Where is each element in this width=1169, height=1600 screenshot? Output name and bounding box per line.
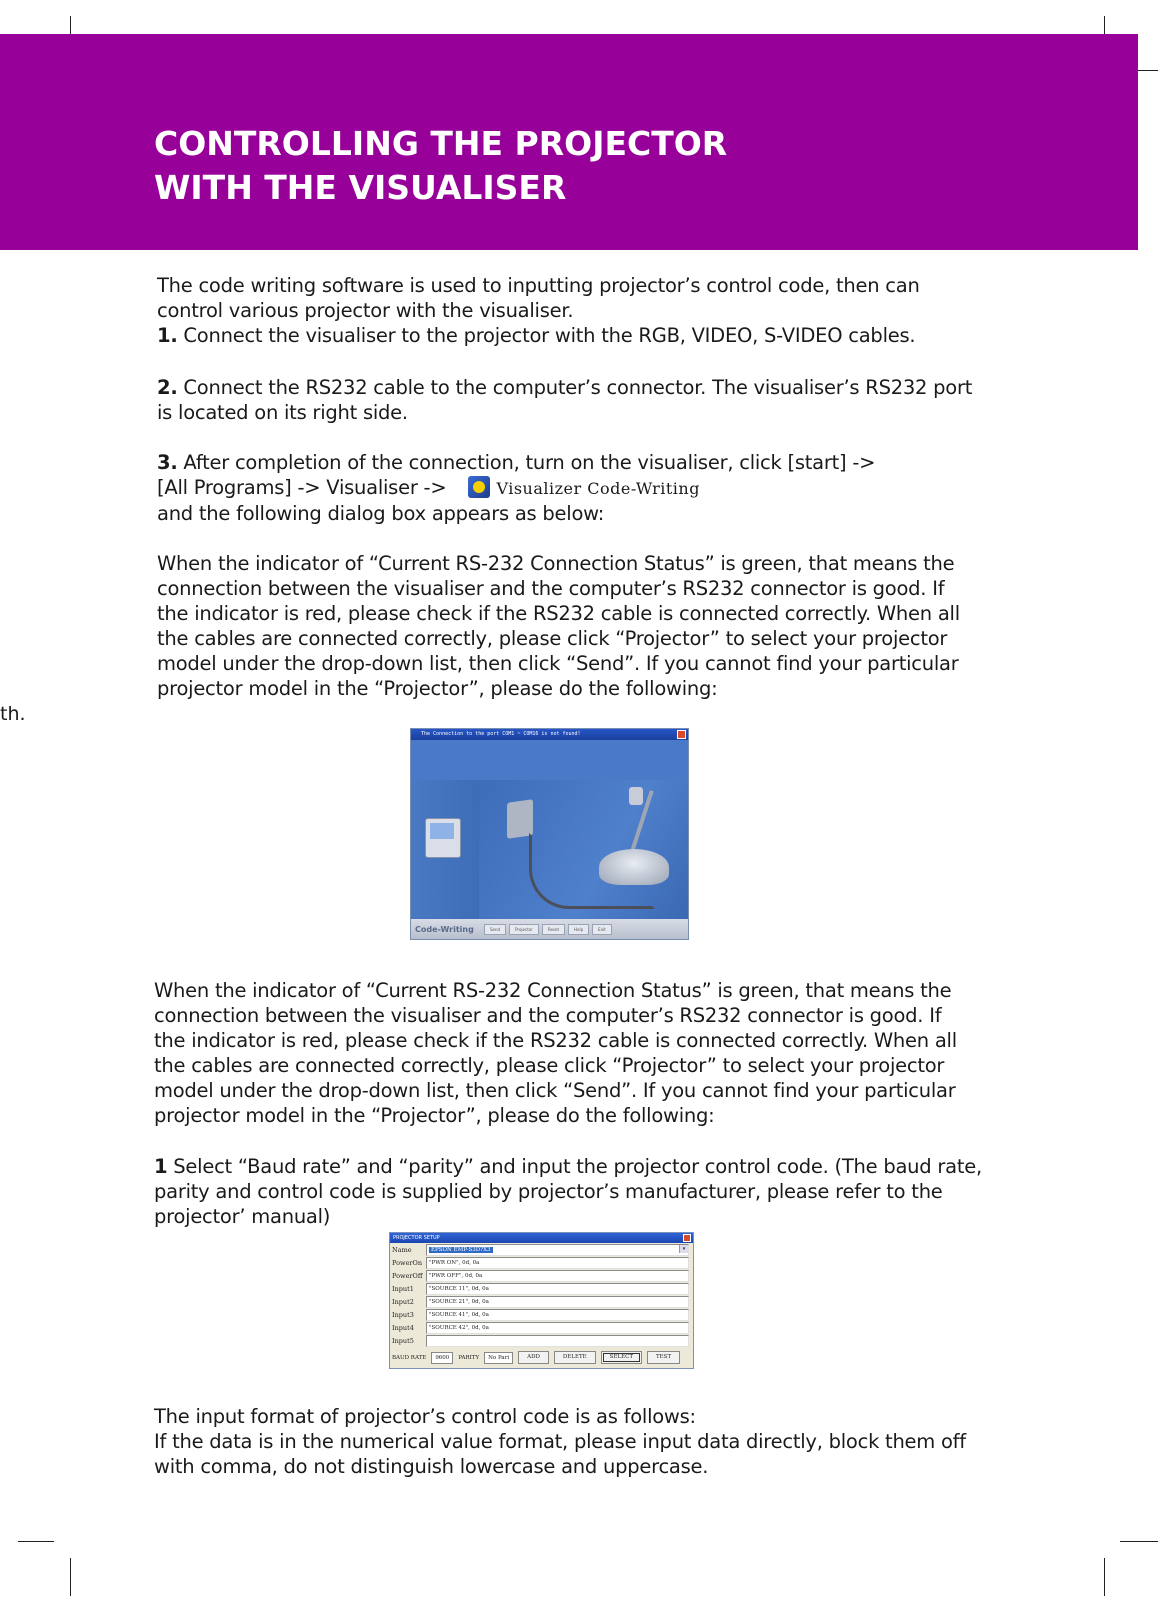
baud-step-paragraph: [154, 1154, 984, 1229]
parity-select[interactable]: No Pari: [484, 1352, 513, 1364]
title-banner: [0, 34, 1138, 250]
send-button[interactable]: Send: [484, 924, 506, 935]
step-text: After completion of the connection, turn on the visualiser, click [start] ->: [177, 451, 876, 474]
computer-icon: [425, 818, 461, 858]
step-number: 2.: [157, 376, 178, 399]
status-paragraph: When the indicator of “Current RS-232 Connection Status” is green, that means the connection between the visualiser and the computer’s RS232 connector is good. If the indicator is red, please check if the RS232 cable is connected correctly. When all the cables are connected correctly, please click “Projector” to select your projector model under the drop-down list, then click “Send”. If you cannot find your particular projector model in the “Projector”, please do the following:: [157, 552, 960, 700]
step-text: Connect the visualiser to the projector with the RGB, VIDEO, S-VIDEO cables.: [177, 324, 916, 347]
step-text: and the following dialog box appears as below:: [157, 502, 605, 525]
dialog-toolbar: [411, 919, 688, 939]
status-panel: [411, 780, 479, 919]
input2-row: [390, 1295, 693, 1308]
field-label: PowerOn: [392, 1258, 423, 1267]
crop-mark: [1104, 1558, 1105, 1596]
intro-text: The code writing software is used to inputting projector’s control code, then can control various projector with the visualiser.: [157, 274, 920, 322]
format-paragraph: [154, 1404, 984, 1479]
dialog-title: PROJECTOR SETUP: [393, 1235, 440, 1241]
reset-button[interactable]: Reset: [542, 924, 565, 935]
poweroff-field[interactable]: "PWR OFF", 0d, 0a: [426, 1270, 689, 1282]
dialog-titlebar: [411, 729, 688, 740]
field-value: EPSON EMP-S3D?X3: [431, 1246, 491, 1253]
field-label: Input5: [392, 1336, 414, 1345]
status-paragraph-2: When the indicator of “Current RS-232 Connection Status” is green, that means the connection between the visualiser and the computer’s RS232 connector is good. If the indicator is red, please check if the RS232 cable is connected correctly. When all the cables are connected correctly, please click “Projector” to select your projector model under the drop-down list, then click “Send”. If you cannot find your particular projector model in the “Projector”, please do the following:: [154, 979, 957, 1127]
input4-row: [390, 1321, 693, 1334]
field-label: Input3: [392, 1310, 414, 1319]
intro-paragraph: [157, 273, 987, 348]
close-icon: [683, 1234, 691, 1242]
step-text: Connect the RS232 cable to the computer’s connector. The visualiser’s RS232 port is located on its right side.: [157, 376, 973, 424]
title-line-1: CONTROLLING THE PROJECTOR: [154, 124, 728, 163]
step-number: 1: [154, 1155, 168, 1178]
visualiser-head: [629, 787, 643, 805]
name-row: [390, 1243, 693, 1256]
setup-footer: [390, 1347, 693, 1368]
test-button[interactable]: TEST: [647, 1351, 680, 1364]
stray-text: th.: [0, 703, 26, 725]
field-label: Input1: [392, 1284, 414, 1293]
step-3-paragraph: [157, 450, 987, 526]
app-name: Visualizer Code-Writing: [496, 479, 700, 498]
crop-mark: [18, 1541, 54, 1542]
crop-mark: [1120, 1541, 1158, 1542]
add-button[interactable]: ADD: [518, 1351, 549, 1364]
poweron-field[interactable]: "PWR ON", 0d, 0a: [426, 1257, 689, 1269]
input2-field[interactable]: "SOURCE 21", 0d, 0a: [426, 1296, 689, 1308]
input1-field[interactable]: "SOURCE 11", 0d, 0a: [426, 1283, 689, 1295]
input5-field[interactable]: [426, 1335, 689, 1347]
delete-button[interactable]: DELETE: [554, 1351, 596, 1364]
baud-rate-select[interactable]: 9600: [431, 1352, 453, 1364]
step-number: 1.: [157, 324, 178, 347]
field-label: PowerOff: [392, 1271, 423, 1280]
field-label: Input4: [392, 1323, 414, 1332]
help-button[interactable]: Help: [568, 924, 589, 935]
input1-row: [390, 1282, 693, 1295]
step-text: Select “Baud rate” and “parity” and input the projector control code. (The baud rate, parity and control code is supplied by projector’s manufacturer, please refer to the projector’ manual): [154, 1155, 982, 1228]
input3-field[interactable]: "SOURCE 41", 0d, 0a: [426, 1309, 689, 1321]
title-line-2: WITH THE VISUALISER: [154, 168, 567, 207]
field-label: Name: [392, 1245, 412, 1254]
select-button[interactable]: SELECT: [601, 1351, 642, 1364]
step-2-paragraph: [157, 375, 987, 425]
chevron-down-icon: ▾: [679, 1245, 688, 1253]
baud-rate-label: BAUD RATE: [392, 1354, 427, 1361]
name-select[interactable]: [426, 1244, 689, 1256]
brand-label: Code-Writing: [415, 924, 474, 934]
format-detail: If the data is in the numerical value format, please input data directly, block them off with comma, do not distinguish lowercase and uppercase.: [154, 1430, 966, 1478]
visualizer-app-icon: [468, 476, 490, 498]
dialog-title: The Connection to the port COM1 ~ COM16 is not found!: [421, 731, 581, 737]
close-icon: [677, 730, 686, 739]
format-intro: The input format of projector’s control code is as follows:: [154, 1405, 696, 1428]
input5-row: [390, 1334, 693, 1347]
dialog-header-band: [411, 740, 688, 780]
step-number: 3.: [157, 451, 178, 474]
crop-mark: [70, 1558, 71, 1596]
connection-dialog-screenshot: [410, 728, 689, 940]
input4-field[interactable]: "SOURCE 42", 0d, 0a: [426, 1322, 689, 1334]
step-text: [All Programs] -> Visualiser ->: [157, 476, 447, 499]
field-label: Input2: [392, 1297, 414, 1306]
dialog-titlebar: [390, 1233, 693, 1243]
input3-row: [390, 1308, 693, 1321]
exit-button[interactable]: Exit: [592, 924, 612, 935]
projector-setup-screenshot: [389, 1232, 694, 1369]
page-title: [154, 122, 727, 210]
parity-label: PARITY: [458, 1354, 480, 1361]
poweron-row: [390, 1256, 693, 1269]
visualiser-icon: [599, 849, 669, 885]
projector-button[interactable]: Projector: [509, 924, 539, 935]
poweroff-row: [390, 1269, 693, 1282]
